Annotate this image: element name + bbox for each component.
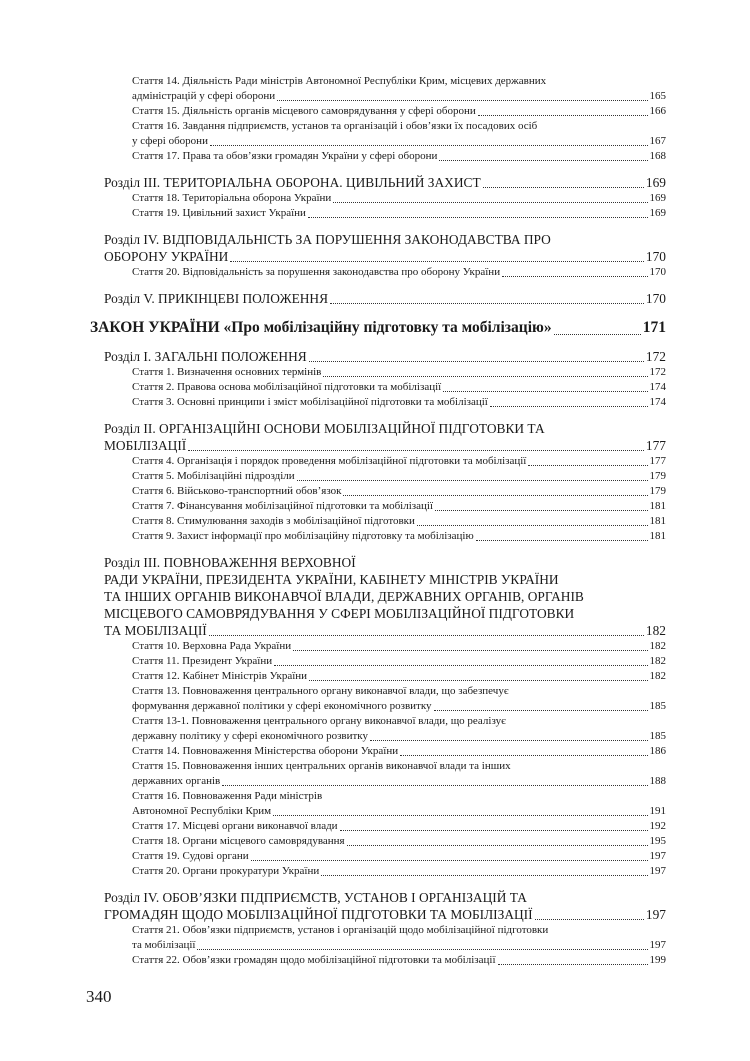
toc-article (132, 454, 666, 469)
dot-leader (333, 202, 647, 203)
toc-page-number: 170 (649, 266, 666, 278)
dot-leader (251, 860, 648, 861)
toc-entry-title: Стаття 6. Військово-транспортний обов’язок (132, 485, 342, 497)
toc-entry-line (132, 265, 666, 280)
toc-entry-line (132, 804, 666, 819)
toc-entry-line (132, 380, 666, 395)
toc-entry-line (104, 906, 666, 923)
toc-page-number: 197 (645, 907, 666, 922)
toc-entry-line (104, 290, 666, 307)
toc-page-number: 177 (649, 455, 666, 467)
toc-entry-line (132, 134, 666, 149)
toc-entry-line (132, 938, 666, 953)
toc-article (132, 684, 666, 714)
toc-page-number: 185 (649, 730, 666, 742)
toc-page-number: 197 (649, 939, 666, 951)
toc-entry-title: Стаття 12. Кабінет Міністрів України (132, 670, 308, 682)
toc-entry-line (104, 248, 666, 265)
toc-section (104, 174, 666, 191)
toc-page-number: 186 (649, 745, 666, 757)
toc-entry-title: Стаття 17. Місцеві органи виконавчої влади (132, 820, 338, 832)
toc-page-number: 170 (645, 291, 666, 306)
toc-entry-title-line: Стаття 13. Повноваження центрального органу виконавчої влади, що забезпечує (132, 685, 509, 697)
toc-entry-line (132, 819, 666, 834)
dot-leader (222, 785, 647, 786)
dot-leader (297, 480, 648, 481)
toc-article (132, 759, 666, 789)
toc-entry-title-line: Розділ IV. ВІДПОВІДАЛЬНІСТЬ ЗА ПОРУШЕННЯ ЗАКОНОДАВСТВА ПРО (104, 232, 551, 247)
dot-leader (210, 145, 648, 146)
dot-leader (321, 875, 647, 876)
toc-article (132, 380, 666, 395)
toc-entry-title: Стаття 14. Повноваження Міністерства оборони України (132, 745, 399, 757)
toc-article (132, 714, 666, 744)
toc-entry-title: Стаття 2. Правова основа мобілізаційної підготовки та мобілізації (132, 381, 442, 393)
toc-entry-title-line: Стаття 13-1. Повноваження центрального органу виконавчої влади, що реалізує (132, 715, 506, 727)
dot-leader (502, 276, 647, 277)
toc-section (104, 290, 666, 307)
toc-article (132, 529, 666, 544)
toc-entry-line (132, 864, 666, 879)
dot-leader (528, 465, 647, 466)
toc-entry-title: ОБОРОНУ УКРАЇНИ (104, 249, 229, 264)
toc-page-number: 181 (649, 530, 666, 542)
toc-article (132, 469, 666, 484)
dot-leader (435, 510, 647, 511)
dot-leader (188, 450, 644, 451)
toc-entry-line (132, 729, 666, 744)
dot-leader (308, 217, 648, 218)
toc-entry-title: у сфері оборони (132, 135, 208, 147)
toc-entry-line (132, 206, 666, 221)
toc-entry-title-line: Стаття 14. Діяльність Ради міністрів Автономної Республіки Крим, місцевих державних (132, 75, 547, 87)
toc-article (132, 834, 666, 849)
dot-leader (476, 540, 648, 541)
toc-page-number: 197 (649, 865, 666, 877)
toc-entry-line (132, 365, 666, 380)
toc-article (132, 499, 666, 514)
dot-leader (478, 115, 648, 116)
toc-entry-title: Стаття 19. Цивільний захист України (132, 207, 306, 219)
toc-entry-title: ТА МОБІЛІЗАЦІЇ (104, 623, 207, 638)
toc-entry-title: Стаття 18. Територіальна оборона України (132, 192, 332, 204)
toc-article (132, 395, 666, 410)
toc-entry-line (132, 639, 666, 654)
toc-page-number: 185 (649, 700, 666, 712)
toc-article (132, 149, 666, 164)
dot-leader (347, 845, 648, 846)
toc-article (132, 484, 666, 499)
toc-entry-title: МОБІЛІЗАЦІЇ (104, 438, 187, 453)
toc-page-number: 165 (649, 90, 666, 102)
toc-entry-title: Стаття 3. Основні принципи і зміст мобілізаційної підготовки та мобілізації (132, 396, 488, 408)
toc-entry-title-line: РАДИ УКРАЇНИ, ПРЕЗИДЕНТА УКРАЇНИ, КАБІНЕТУ МІНІСТРІВ УКРАЇНИ (104, 572, 559, 587)
toc-section (104, 348, 666, 365)
toc-entry-title: Стаття 19. Судові органи (132, 850, 249, 862)
toc-article (132, 365, 666, 380)
page-number: 340 (86, 987, 112, 1006)
toc-entry-line (104, 622, 666, 639)
toc-entry-title: Стаття 5. Мобілізаційні підрозділи (132, 470, 295, 482)
toc-article (132, 819, 666, 834)
toc-article (132, 789, 666, 819)
dot-leader (273, 815, 647, 816)
toc-article (132, 265, 666, 280)
toc-entry-title: державну політику у сфері економічного розвитку (132, 730, 368, 742)
toc-article (132, 744, 666, 759)
toc-entry-title: Розділ V. ПРИКІНЦЕВІ ПОЛОЖЕННЯ (104, 291, 329, 306)
toc-page-number: 172 (649, 366, 666, 378)
toc-page-number: 168 (649, 150, 666, 162)
toc-page-number: 181 (649, 515, 666, 527)
toc-entry-title: Стаття 15. Діяльність органів місцевого самоврядування у сфері оборони (132, 105, 476, 117)
toc-page-number: 174 (649, 396, 666, 408)
toc-entry-title-line: Розділ ІІ. ОРГАНІЗАЦІЙНІ ОСНОВИ МОБІЛІЗАЦІЙНОЇ ПІДГОТОВКИ ТА (104, 421, 545, 436)
toc-entry-line (132, 834, 666, 849)
toc-entry-line (90, 317, 666, 338)
dot-leader (443, 391, 647, 392)
dot-leader (483, 187, 644, 188)
toc-page-number: 191 (649, 805, 666, 817)
toc-entry-line (132, 149, 666, 164)
dot-leader (498, 964, 648, 965)
toc-entry-title: Стаття 4. Організація і порядок проведення мобілізаційної підготовки та мобілізації (132, 455, 527, 467)
toc-entry-line (132, 104, 666, 119)
dot-leader (309, 361, 644, 362)
toc-article (132, 669, 666, 684)
dot-leader (417, 525, 648, 526)
toc-entry-line (132, 191, 666, 206)
dot-leader (293, 650, 647, 651)
dot-leader (340, 830, 648, 831)
toc-entry-line (132, 744, 666, 759)
dot-leader (197, 949, 647, 950)
toc-page-number: 167 (649, 135, 666, 147)
dot-leader (554, 334, 641, 335)
dot-leader (277, 100, 647, 101)
dot-leader (434, 710, 648, 711)
toc-entry-line (132, 953, 666, 968)
toc-page-number: 197 (649, 850, 666, 862)
toc-page-number: 169 (645, 175, 666, 190)
toc-entry-line (104, 174, 666, 191)
toc-article (132, 864, 666, 879)
dot-leader (209, 635, 644, 636)
dot-leader (274, 665, 647, 666)
toc-entry-line (132, 514, 666, 529)
toc-article (132, 119, 666, 149)
toc-entry-title: адміністрацій у сфері оборони (132, 90, 276, 102)
toc-page-number: 179 (649, 470, 666, 482)
toc-page-number: 188 (649, 775, 666, 787)
toc-page-number: 182 (649, 670, 666, 682)
toc-article (132, 639, 666, 654)
toc-entry-line (132, 454, 666, 469)
toc-page-number: 182 (645, 623, 666, 638)
toc-entry-title: Стаття 20. Відповідальність за порушення законодавства про оборону України (132, 266, 501, 278)
toc-page-number: 182 (649, 640, 666, 652)
toc-article (132, 654, 666, 669)
toc-entry-title: Стаття 18. Органи місцевого самоврядування (132, 835, 345, 847)
toc-entry-line (132, 395, 666, 410)
toc-entry-title: Розділ ІІІ. ТЕРИТОРІАЛЬНА ОБОРОНА. ЦИВІЛЬНИЙ ЗАХИСТ (104, 175, 481, 190)
toc-page-number: 199 (649, 954, 666, 966)
toc-entry-title: Стаття 17. Права та обов’язки громадян України у сфері оборони (132, 150, 438, 162)
toc-page-number: 181 (649, 500, 666, 512)
toc-article (132, 923, 666, 953)
toc-article (132, 74, 666, 104)
dot-leader (490, 406, 648, 407)
toc-page-number: 166 (649, 105, 666, 117)
toc-page-number: 182 (649, 655, 666, 667)
toc-entry-title-line: ТА ІНШИХ ОРГАНІВ ВИКОНАВЧОЇ ВЛАДИ, ДЕРЖАВНИХ ОРГАНІВ, ОРГАНІВ (104, 589, 584, 604)
toc-entry-title: Стаття 11. Президент України (132, 655, 273, 667)
toc-entry-line (104, 437, 666, 454)
toc-entry-line (132, 469, 666, 484)
toc-article (132, 206, 666, 221)
dot-leader (343, 495, 647, 496)
toc-entry-title: Стаття 22. Обов’язки громадян щодо мобілізаційної підготовки та мобілізації (132, 954, 496, 966)
toc-page-number: 179 (649, 485, 666, 497)
toc-page-number: 171 (642, 319, 666, 336)
toc-entry-title: Автономної Республіки Крим (132, 805, 272, 817)
toc-page-number: 192 (649, 820, 666, 832)
dot-leader (309, 680, 647, 681)
toc-section (104, 231, 666, 265)
toc-page-number: 169 (649, 207, 666, 219)
toc-entry-line (132, 849, 666, 864)
toc-entry-title: Стаття 8. Стимулювання заходів з мобілізаційної підготовки (132, 515, 415, 527)
toc-entry-line (132, 669, 666, 684)
toc-article (132, 514, 666, 529)
toc-section (104, 889, 666, 923)
dot-leader (370, 740, 648, 741)
toc-page-number: 172 (645, 349, 666, 364)
dot-leader (323, 376, 647, 377)
table-of-contents (90, 74, 666, 968)
toc-entry-title: Стаття 10. Верховна Рада України (132, 640, 292, 652)
toc-entry-line (132, 484, 666, 499)
toc-entry-title-line: Стаття 16. Завдання підприємств, установ та організацій і обов’язки їх посадових осіб (132, 120, 538, 132)
toc-entry-title: Розділ І. ЗАГАЛЬНІ ПОЛОЖЕННЯ (104, 349, 307, 364)
toc-entry-title: формування державної політики у сфері економічного розвитку (132, 700, 432, 712)
toc-entry-title-line: Стаття 16. Повноваження Ради міністрів (132, 790, 323, 802)
toc-page-number: 170 (645, 249, 666, 264)
toc-entry-title: ЗАКОН УКРАЇНИ «Про мобілізаційну підготовку та мобілізацію» (90, 319, 552, 336)
toc-entry-title: Стаття 7. Фінансування мобілізаційної підготовки та мобілізації (132, 500, 434, 512)
toc-entry-title-line: Стаття 15. Повноваження інших центральних органів виконавчої влади та інших (132, 760, 511, 772)
toc-entry-title: Стаття 1. Визначення основних термінів (132, 366, 322, 378)
toc-entry-line (132, 654, 666, 669)
toc-entry-line (132, 699, 666, 714)
toc-section (104, 554, 666, 639)
toc-article (132, 849, 666, 864)
toc-article (132, 104, 666, 119)
toc-entry-title-line: Розділ ІІІ. ПОВНОВАЖЕННЯ ВЕРХОВНОЇ (104, 555, 356, 570)
toc-entry-line (132, 89, 666, 104)
toc-entry-title: Стаття 20. Органи прокуратури України (132, 865, 320, 877)
dot-leader (439, 160, 647, 161)
dot-leader (330, 303, 644, 304)
dot-leader (535, 919, 644, 920)
toc-section (104, 420, 666, 454)
toc-entry-line (132, 774, 666, 789)
toc-entry-title: ГРОМАДЯН ЩОДО МОБІЛІЗАЦІЙНОЇ ПІДГОТОВКИ ТА МОБІЛІЗАЦІЇ (104, 907, 533, 922)
toc-article (132, 191, 666, 206)
toc-page-number: 195 (649, 835, 666, 847)
toc-law (90, 317, 666, 338)
toc-page-number: 169 (649, 192, 666, 204)
toc-entry-line (104, 348, 666, 365)
toc-entry-line (132, 529, 666, 544)
dot-leader (400, 755, 647, 756)
toc-entry-title-line: МІСЦЕВОГО САМОВРЯДУВАННЯ У СФЕРІ МОБІЛІЗАЦІЙНОЇ ПІДГОТОВКИ (104, 606, 575, 621)
toc-page-number: 177 (645, 438, 666, 453)
toc-page-number: 174 (649, 381, 666, 393)
toc-article (132, 953, 666, 968)
toc-entry-title: державних органів (132, 775, 221, 787)
toc-entry-title: Стаття 9. Захист інформації про мобілізаційну підготовку та мобілізацію (132, 530, 474, 542)
toc-entry-line (132, 499, 666, 514)
toc-entry-title: та мобілізації (132, 939, 196, 951)
dot-leader (230, 261, 644, 262)
toc-entry-title-line: Розділ IV. ОБОВ’ЯЗКИ ПІДПРИЄМСТВ, УСТАНОВ І ОРГАНІЗАЦІЙ ТА (104, 890, 527, 905)
toc-entry-title-line: Стаття 21. Обов’язки підприємств, установ і організацій щодо мобілізаційної підготовки (132, 924, 549, 936)
